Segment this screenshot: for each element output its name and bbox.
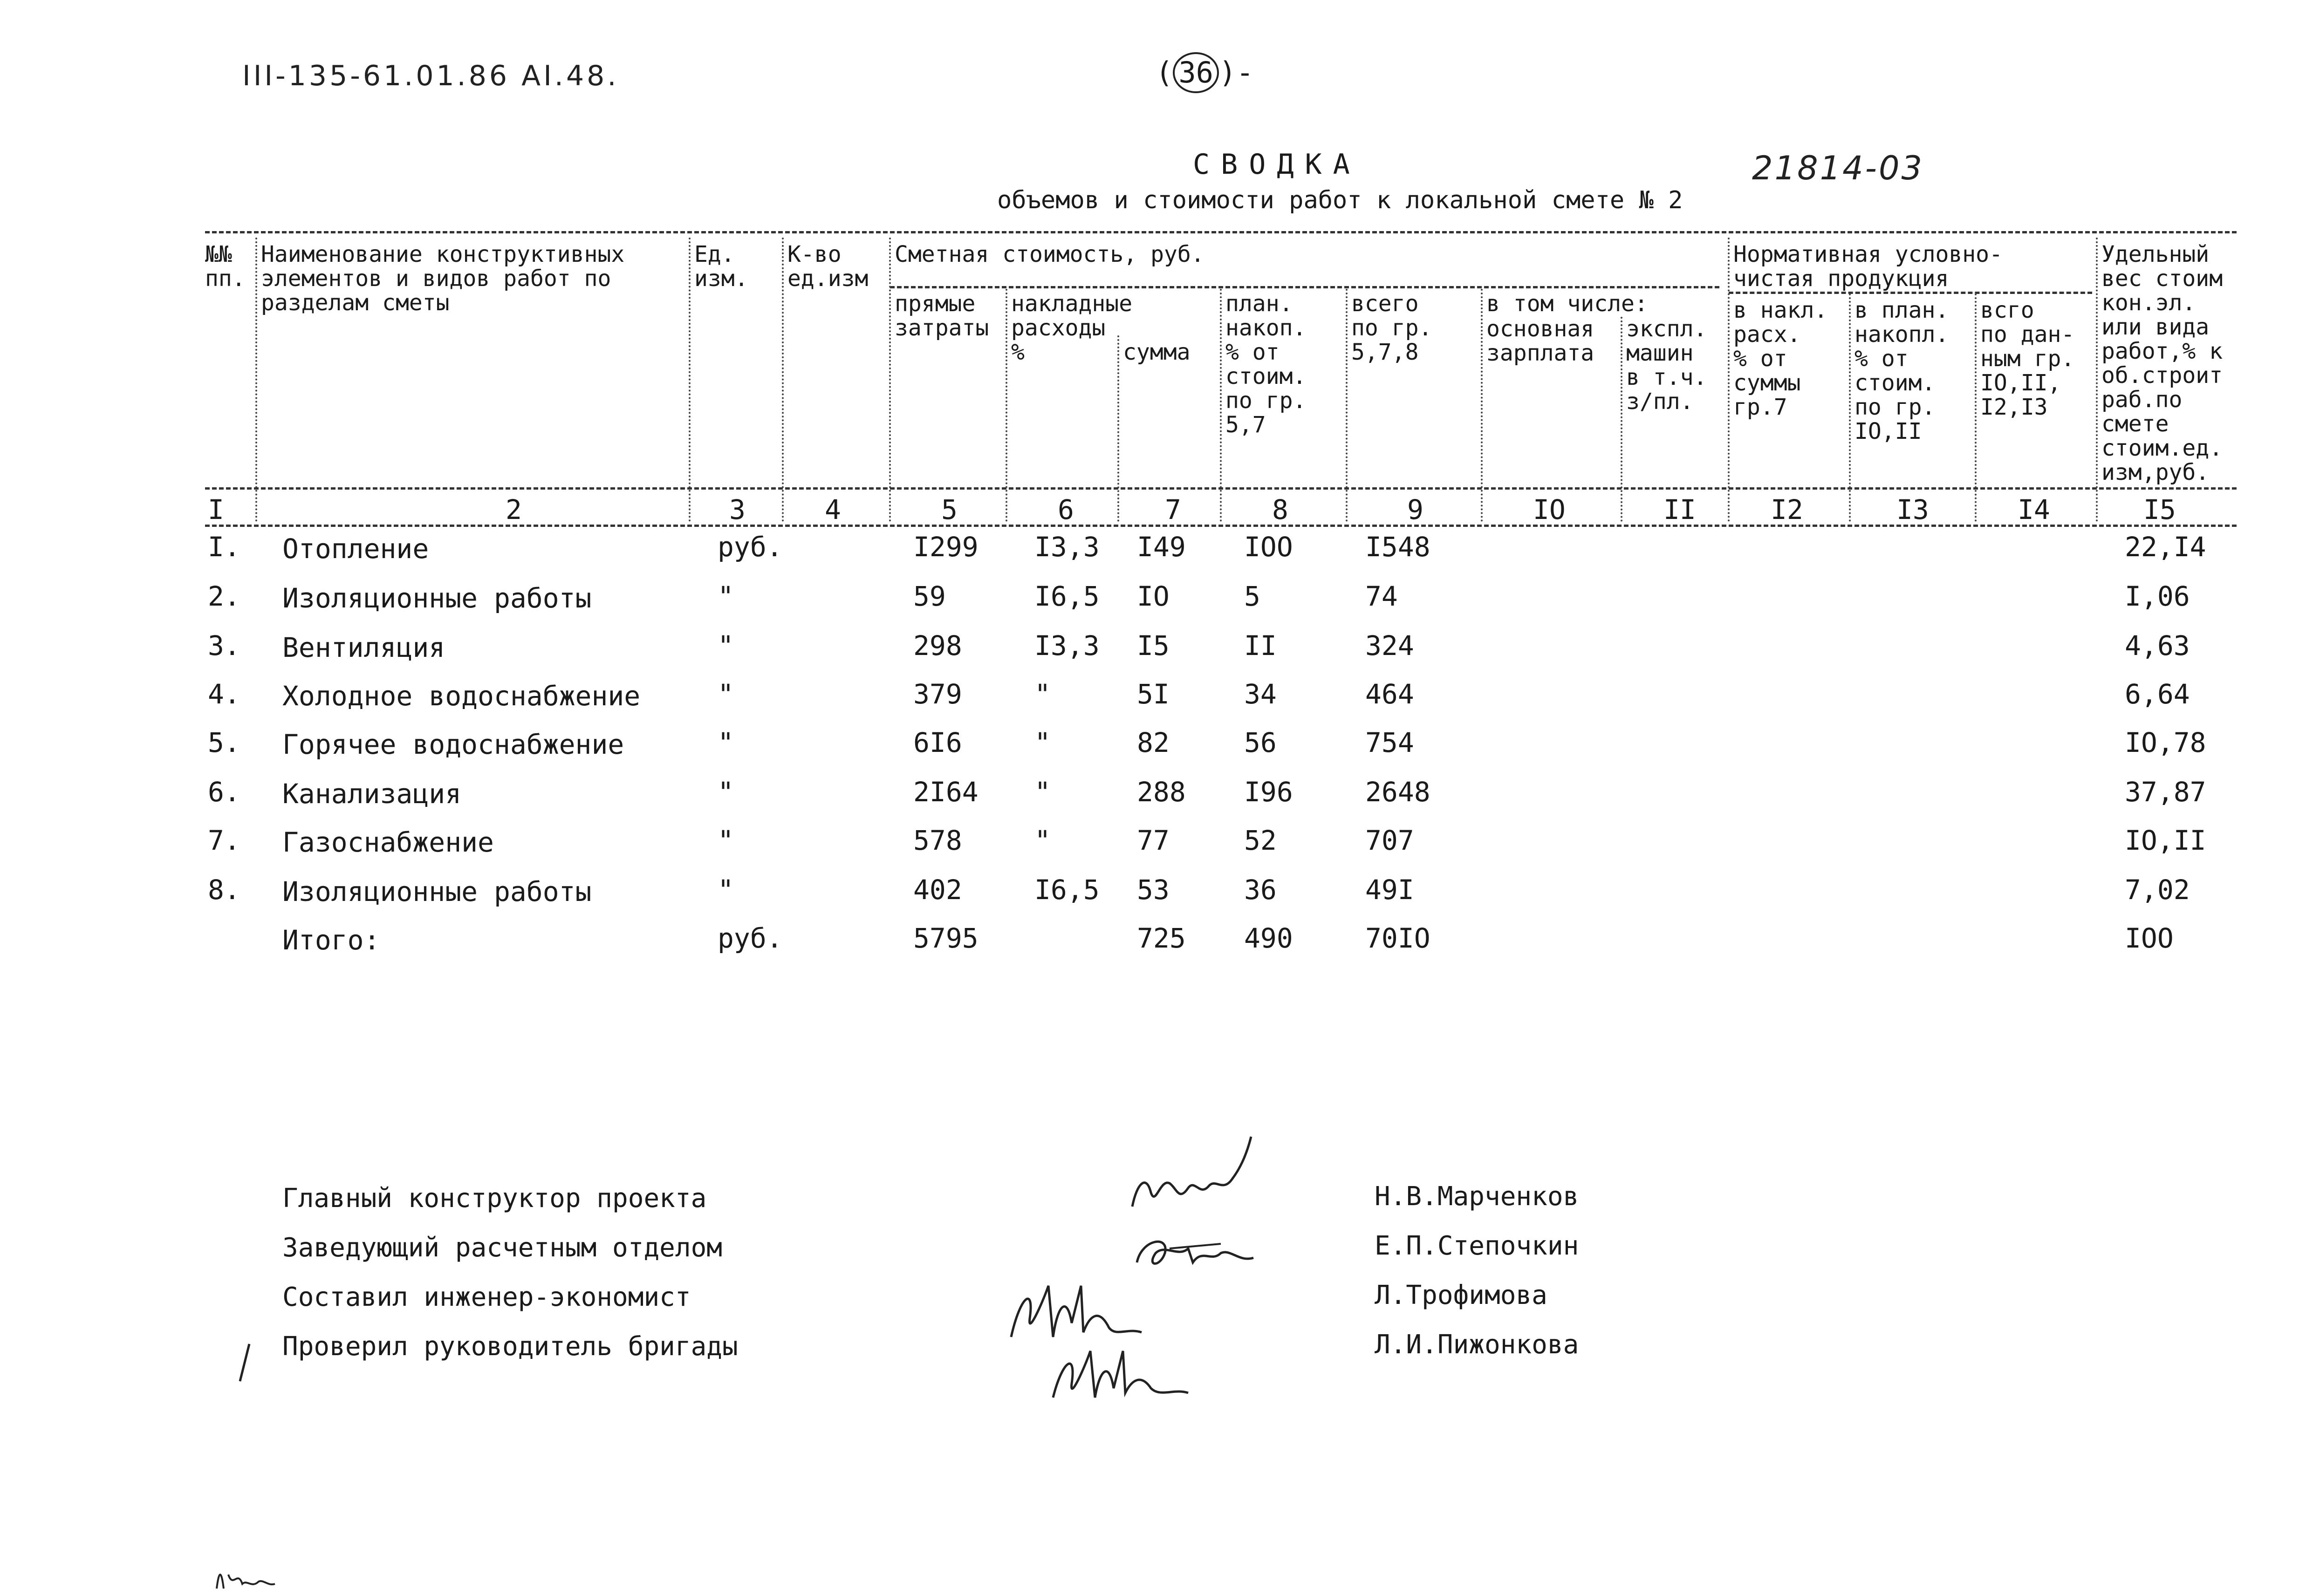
row-direct-costs: I299 (913, 531, 979, 563)
row-share: 22,I4 (2125, 531, 2206, 563)
col-header-15: Удельный вес стоим кон.эл. или вида работ,% к об.строит раб.по смете стоим.ед. изм,руб. (2101, 241, 2223, 485)
row-overhead-sum: 288 (1137, 776, 1186, 808)
row-name: Холодное водоснабжение (282, 680, 641, 712)
col-separator (889, 238, 891, 522)
total-direct-costs: 5795 (913, 922, 979, 954)
row-total: 754 (1365, 727, 1414, 758)
row-direct-costs: 379 (913, 678, 962, 710)
col-header-7: сумма (1123, 339, 1191, 365)
column-number: 8 (1272, 494, 1288, 525)
col-header-14: всго по дан- ным гр. IO,II, I2,I3 (1980, 297, 2075, 420)
handwritten-signature (1039, 1332, 1193, 1407)
handwritten-signature (1118, 1127, 1267, 1230)
row-overhead-sum: IO (1137, 580, 1170, 612)
row-name: Изоляционные работы (282, 582, 592, 614)
col-header-3: Ед. изм. (694, 241, 748, 292)
signature-name: Л.И.Пижонкова (1375, 1330, 1579, 1360)
check-mark-stroke (235, 1342, 254, 1384)
column-number: 9 (1407, 494, 1423, 525)
row-planned-savings: 36 (1244, 874, 1277, 906)
col-header-2: Наименование конструктивных элементов и видов работ по разделам сметы (261, 241, 625, 316)
row-name: Канализация (282, 778, 462, 810)
total-overhead-sum: 725 (1137, 922, 1186, 954)
page-title: СВОДКА (1193, 148, 1361, 181)
row-share: 7,02 (2125, 874, 2190, 906)
row-overhead-sum: I5 (1137, 630, 1170, 662)
row-unit: руб. (718, 531, 783, 563)
col-separator (1117, 335, 1119, 522)
col-separator (1728, 238, 1730, 522)
col-separator (1621, 317, 1622, 522)
row-number: 2. (208, 580, 240, 612)
col-separator (1481, 289, 1483, 522)
row-total: 464 (1365, 678, 1414, 710)
cost-group-rule (890, 286, 1719, 288)
row-planned-savings: 52 (1244, 825, 1277, 856)
total-share: IOO (2125, 922, 2174, 954)
col-header-4: К-во ед.изм (787, 241, 869, 292)
col-header-10: основная зарплата (1486, 316, 1594, 366)
col-header-11: экспл. машин в т.ч. з/пл. (1626, 316, 1707, 415)
signature-role: Заведующий расчетным отделом (282, 1233, 723, 1263)
row-name: Вентиляция (282, 632, 445, 663)
row-overhead-sum: 82 (1137, 727, 1170, 758)
row-unit: " (718, 874, 734, 906)
page-number-value: 36 (1173, 52, 1219, 93)
page-number: ( 36 )- (1156, 52, 1254, 93)
row-unit: " (718, 630, 734, 662)
column-number: I2 (1771, 494, 1803, 525)
row-name: Горячее водоснабжение (282, 729, 624, 760)
row-overhead-sum: 53 (1137, 874, 1170, 906)
header-top-rule (205, 231, 2237, 233)
column-number: I4 (2018, 494, 2050, 525)
row-direct-costs: 402 (913, 874, 962, 906)
row-planned-savings: IOO (1244, 531, 1293, 563)
signature-role: Составил инженер-экономист (282, 1282, 691, 1312)
total-sum: 70IO (1365, 922, 1430, 954)
row-overhead-sum: I49 (1137, 531, 1186, 563)
row-planned-savings: 56 (1244, 727, 1277, 758)
row-overhead-percent: " (1034, 776, 1051, 808)
col-separator (782, 238, 784, 522)
row-direct-costs: 298 (913, 630, 962, 662)
row-share: IO,78 (2125, 727, 2206, 758)
row-share: 37,87 (2125, 776, 2206, 808)
row-share: 6,64 (2125, 678, 2190, 710)
row-overhead-sum: 77 (1137, 825, 1170, 856)
norm-group-rule (1729, 292, 2092, 294)
col-header-8: план. накоп. % от стоим. по гр. 5,7 (1225, 291, 1307, 438)
row-share: I,06 (2125, 580, 2190, 612)
row-unit: " (718, 776, 734, 808)
col-separator (255, 238, 257, 522)
column-number: 2 (506, 494, 522, 525)
header-bottom-rule (205, 487, 2237, 490)
group-header-cost: Сметная стоимость, руб. (895, 241, 1204, 267)
column-number: I3 (1896, 494, 1929, 525)
row-number: 6. (208, 776, 240, 808)
row-total: 74 (1365, 580, 1398, 612)
page-subtitle: объемов и стоимости работ к локальной смете № 2 (997, 186, 1683, 214)
row-name: Отопление (282, 533, 429, 565)
signature-role: Проверил руководитель бригады (282, 1331, 738, 1362)
row-number: 4. (208, 678, 240, 710)
col-header-13: в план. накопл. % от стоим. по гр. IO,II (1855, 297, 1949, 444)
column-number: 4 (825, 494, 841, 525)
signature-role: Главный конструктор проекта (282, 1183, 707, 1214)
row-unit: " (718, 727, 734, 758)
group-header-overhead: накладные расходы (1011, 291, 1133, 341)
column-number: 3 (729, 494, 746, 525)
column-number: 6 (1058, 494, 1074, 525)
row-number: I. (208, 531, 240, 563)
row-overhead-percent: " (1034, 678, 1051, 710)
signature-name: Е.П.Степочкин (1375, 1231, 1579, 1261)
row-total: 324 (1365, 630, 1414, 662)
row-share: IO,II (2125, 825, 2206, 856)
group-header-incl: в том числе: (1486, 291, 1648, 317)
total-unit: руб. (718, 922, 783, 954)
row-overhead-percent: I6,5 (1034, 580, 1100, 612)
row-number: 7. (208, 825, 240, 856)
row-unit: " (718, 678, 734, 710)
row-total: 49I (1365, 874, 1414, 906)
row-total: I548 (1365, 531, 1430, 563)
row-overhead-percent: I3,3 (1034, 531, 1100, 563)
col-header-9: всего по гр. 5,7,8 (1351, 291, 1432, 365)
row-planned-savings: I96 (1244, 776, 1293, 808)
col-separator (1006, 289, 1007, 522)
row-unit: " (718, 825, 734, 856)
col-separator (1220, 289, 1222, 522)
column-number: I (208, 494, 224, 525)
row-number: 8. (208, 874, 240, 906)
row-direct-costs: 6I6 (913, 727, 962, 758)
row-unit: " (718, 580, 734, 612)
numbers-bottom-rule (205, 525, 2237, 527)
row-total: 2648 (1365, 776, 1430, 808)
row-direct-costs: 59 (913, 580, 946, 612)
col-separator (2096, 238, 2098, 522)
column-number: 5 (941, 494, 958, 525)
document-code: III-135-61.01.86 AI.48. (242, 60, 619, 92)
row-share: 4,63 (2125, 630, 2190, 662)
row-overhead-percent: " (1034, 727, 1051, 758)
col-header-12: в накл. расх. % от суммы гр.7 (1733, 297, 1828, 420)
row-planned-savings: 5 (1244, 580, 1260, 612)
row-number: 5. (208, 727, 240, 758)
row-overhead-percent: " (1034, 825, 1051, 856)
row-name: Изоляционные работы (282, 876, 592, 907)
col-separator (1346, 289, 1348, 522)
row-total: 707 (1365, 825, 1414, 856)
signature-name: Н.В.Марченков (1375, 1181, 1579, 1212)
col-separator (689, 238, 691, 522)
row-planned-savings: 34 (1244, 678, 1277, 710)
total-planned-savings: 490 (1244, 922, 1293, 954)
column-number: I5 (2143, 494, 2176, 525)
row-name: Газоснабжение (282, 826, 494, 858)
row-overhead-sum: 5I (1137, 678, 1170, 710)
signature-name: Л.Трофимова (1375, 1280, 1547, 1310)
margin-scribble (214, 1561, 280, 1593)
row-number: 3. (208, 630, 240, 662)
row-overhead-percent: I3,3 (1034, 630, 1100, 662)
column-number: 7 (1165, 494, 1181, 525)
group-header-norm: Нормативная условно- чистая продукция (1733, 241, 2003, 292)
register-number: 21814-03 (1752, 149, 1924, 187)
row-overhead-percent: I6,5 (1034, 874, 1100, 906)
row-planned-savings: II (1244, 630, 1277, 662)
row-direct-costs: 2I64 (913, 776, 979, 808)
col-header-5: прямые затраты (895, 291, 989, 341)
col-header-6: % (1011, 339, 1025, 365)
column-number: IO (1533, 494, 1566, 525)
total-label: Итого: (282, 924, 380, 956)
col-header-1: №№ пп. (205, 241, 246, 292)
column-number: II (1663, 494, 1696, 525)
row-direct-costs: 578 (913, 825, 962, 856)
